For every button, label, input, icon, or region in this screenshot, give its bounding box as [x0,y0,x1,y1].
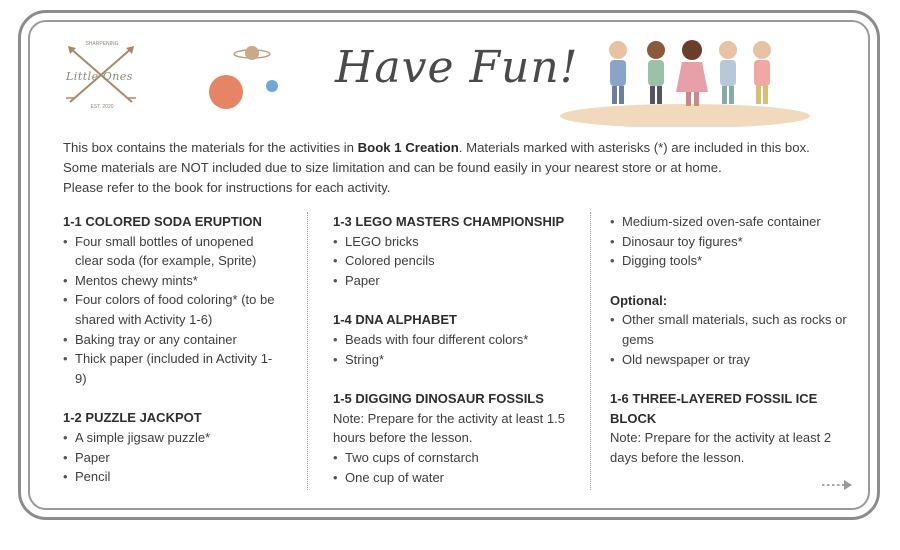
earth-icon [266,80,278,92]
materials-list [610,212,850,271]
list-item: • Colored pencils [333,251,568,271]
planets-illustration [200,40,330,120]
list-item: • Paper [333,271,568,291]
column-1 [63,212,283,487]
kids-illustration [560,32,810,127]
intro-text [63,138,853,198]
book-name: Book 1 Creation [357,140,459,155]
activity-heading: 1-6 THREE-LAYERED FOSSIL ICE BLOCK [610,391,818,426]
sun-icon [209,75,243,109]
list-item: • Two cups of cornstarch [333,448,568,468]
activity-heading: 1-5 DIGGING DINOSAUR FOSSILS [333,391,544,407]
activity-heading: 1-2 PUZZLE JACKPOT [63,410,202,426]
saturn-icon [234,46,270,60]
logo-main-text: Little Ones [66,70,133,83]
list-item: • Digging tools* [610,251,850,271]
list-item: • Four small bottles of unopened clear soda (for example, Sprite) [63,232,283,271]
materials-list [333,330,568,369]
activity-heading: 1-1 COLORED SODA ERUPTION [63,214,262,229]
logo-bottom-text: EST. 2020 [90,104,114,110]
intro-line-2: Some materials are NOT included due to size limitation and can be found easily in your nearest store or at home. [63,160,722,175]
column-divider [307,212,308,490]
list-item: • Medium-sized oven-safe container [610,212,850,232]
list-item: • LEGO bricks [333,232,568,252]
list-item: • Baking tray or any container [63,330,283,350]
column-3 [610,212,850,468]
list-item: • Pencil [63,467,283,487]
materials-list [610,310,850,369]
moon-icon [299,46,314,70]
column-divider [590,212,591,490]
materials-list [333,448,568,487]
list-item: • Beads with four different colors* [333,330,568,350]
activity-note: Note: Prepare for the activity at least 1.5 hours before the lesson. [333,410,565,446]
intro-line-3: Please refer to the book for instructions for each activity. [63,180,391,195]
list-item: • One cup of water [333,468,568,488]
materials-list [63,232,283,389]
list-item: • Mentos chewy mints* [63,271,283,291]
list-item: • Four colors of food coloring* (to be shared with Activity 1-6) [63,290,283,329]
next-arrow-icon[interactable] [820,477,854,493]
logo-top-text: SHARPENING [85,41,119,47]
activity-note: Note: Prepare for the activity at least 2 days before the lesson. [610,430,832,465]
materials-list [333,232,568,291]
list-item: • A simple jigsaw puzzle* [63,428,283,448]
page-title: Have Fun! [335,42,579,93]
list-item: • Old newspaper or tray [610,350,850,370]
list-item: • Paper [63,448,283,468]
list-item: • String* [333,350,568,370]
list-item: • Other small materials, such as rocks or gems [610,310,850,349]
activity-heading: 1-3 LEGO MASTERS CHAMPIONSHIP [333,214,565,229]
activity-heading: 1-4 DNA ALPHABET [333,312,457,328]
optional-heading: Optional: [610,292,668,308]
list-item: • Dinosaur toy figures* [610,232,850,252]
materials-list [63,428,283,487]
list-item: • Thick paper (included in Activity 1-9) [63,349,283,388]
intro-line-1: This box contains the materials for the activities in Book 1 Creation. Materials marked with asterisks (*) are included in this box. [63,140,810,155]
column-2 [333,212,568,487]
